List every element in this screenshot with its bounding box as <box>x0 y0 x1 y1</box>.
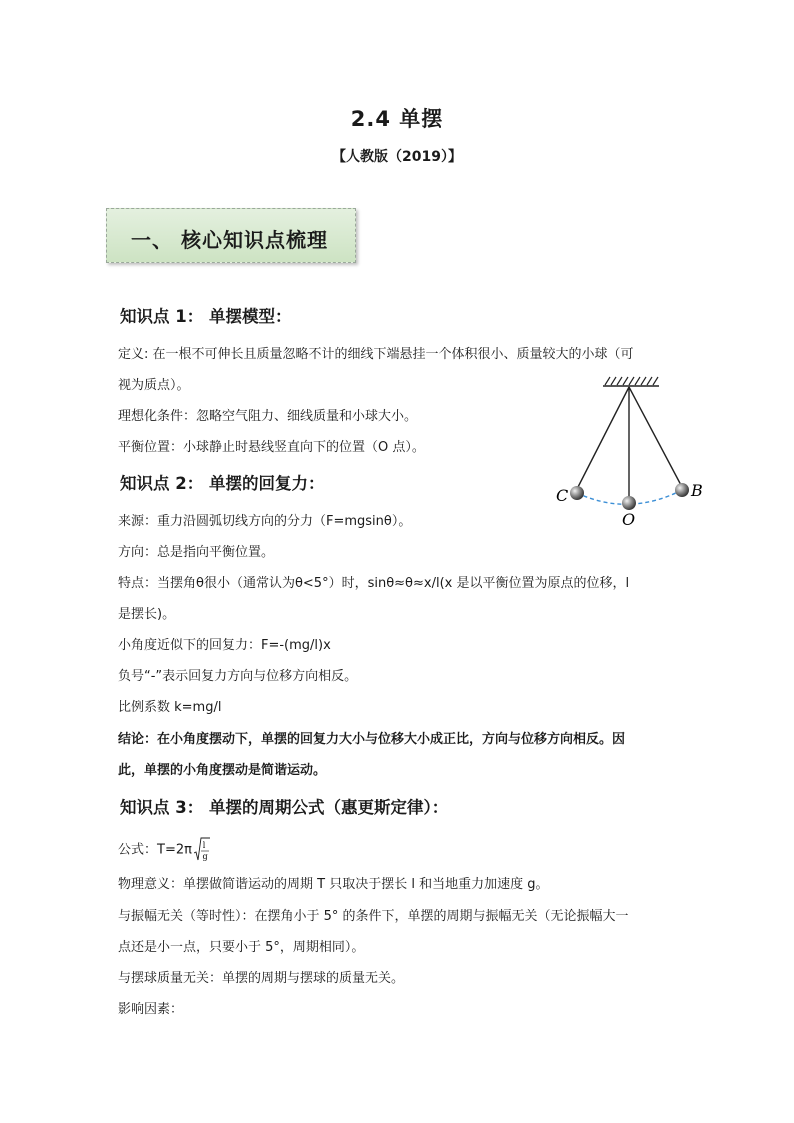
ceiling-support <box>603 377 659 386</box>
kp1-heading: 知识点 1： 单摆模型： <box>120 307 292 326</box>
formula-numerator: l <box>202 841 206 850</box>
kp3-heading: 知识点 3： 单摆的周期公式（惠更斯定律）： <box>120 798 449 817</box>
pendulum-figure <box>548 372 708 532</box>
kp2-coefficient: 比例系数 k=mg/l <box>118 700 222 715</box>
kp1-definition-line1: 定义: 在一根不可伸长且质量忽略不计的细线下端悬挂一个体积很小、质量较大的小球（可 <box>118 347 634 362</box>
kp1-definition-line2: 视为质点）。 <box>118 378 190 393</box>
formula-denominator: g <box>202 852 208 861</box>
kp3-amplitude-line2: 点还是小一点，只要小于 5°，周期相同）。 <box>118 940 365 955</box>
kp2-small-angle: 小角度近似下的回复力：F=-(mg/l)x <box>118 638 331 653</box>
label-b: B <box>691 481 703 500</box>
ball-o <box>622 496 636 510</box>
ball-b <box>675 483 689 497</box>
edition-label: 【人教版（2019）】 <box>332 149 462 165</box>
label-o: O <box>622 510 636 529</box>
kp3-mass: 与摆球质量无关：单摆的周期与摆球的质量无关。 <box>118 971 405 986</box>
sqrt-l-over-g <box>194 836 210 864</box>
kp2-conclusion-line2: 此，单摆的小角度摆动是简谐运动。 <box>118 763 327 778</box>
kp2-conclusion-line1: 结论：在小角度摆动下，单摆的回复力大小与位移大小成正比，方向与位移方向相反。因 <box>118 732 626 747</box>
kp3-meaning: 物理意义：单摆做简谐运动的周期 T 只取决于摆长 l 和当地重力加速度 g。 <box>118 877 549 892</box>
kp2-feature-line2: 是摆长)。 <box>118 607 176 622</box>
kp2-direction: 方向：总是指向平衡位置。 <box>118 545 275 560</box>
page-title: 2.4 单摆 <box>350 107 444 131</box>
string-right <box>629 387 682 487</box>
kp2-feature-line1: 特点：当摆角θ很小（通常认为θ<5°）时，sinθ≈θ≈x/l(x 是以平衡位置为原点的位移，l <box>118 576 630 591</box>
kp2-sign: 负号“-”表示回复力方向与位移方向相反。 <box>118 669 358 684</box>
kp3-formula <box>118 836 210 864</box>
kp1-ideal: 理想化条件：忽略空气阻力、细线质量和小球大小。 <box>118 409 418 424</box>
kp1-balance: 平衡位置：小球静止时悬线竖直向下的位置（O 点）。 <box>118 440 425 455</box>
label-c: C <box>556 486 569 505</box>
kp3-factors: 影响因素： <box>118 1002 184 1017</box>
formula-label: 公式：T=2π <box>118 842 192 858</box>
section-heading-box <box>106 208 356 263</box>
kp2-heading: 知识点 2： 单摆的回复力： <box>120 474 325 493</box>
section-heading: 一、 核心知识点梳理 <box>131 228 328 252</box>
kp3-amplitude-line1: 与振幅无关（等时性）：在摆角小于 5° 的条件下，单摆的周期与振幅无关（无论振幅大一 <box>118 909 629 924</box>
string-left <box>577 387 629 489</box>
ball-c <box>570 486 584 500</box>
kp2-source: 来源：重力沿圆弧切线方向的分力（F=mgsinθ）。 <box>118 514 412 529</box>
